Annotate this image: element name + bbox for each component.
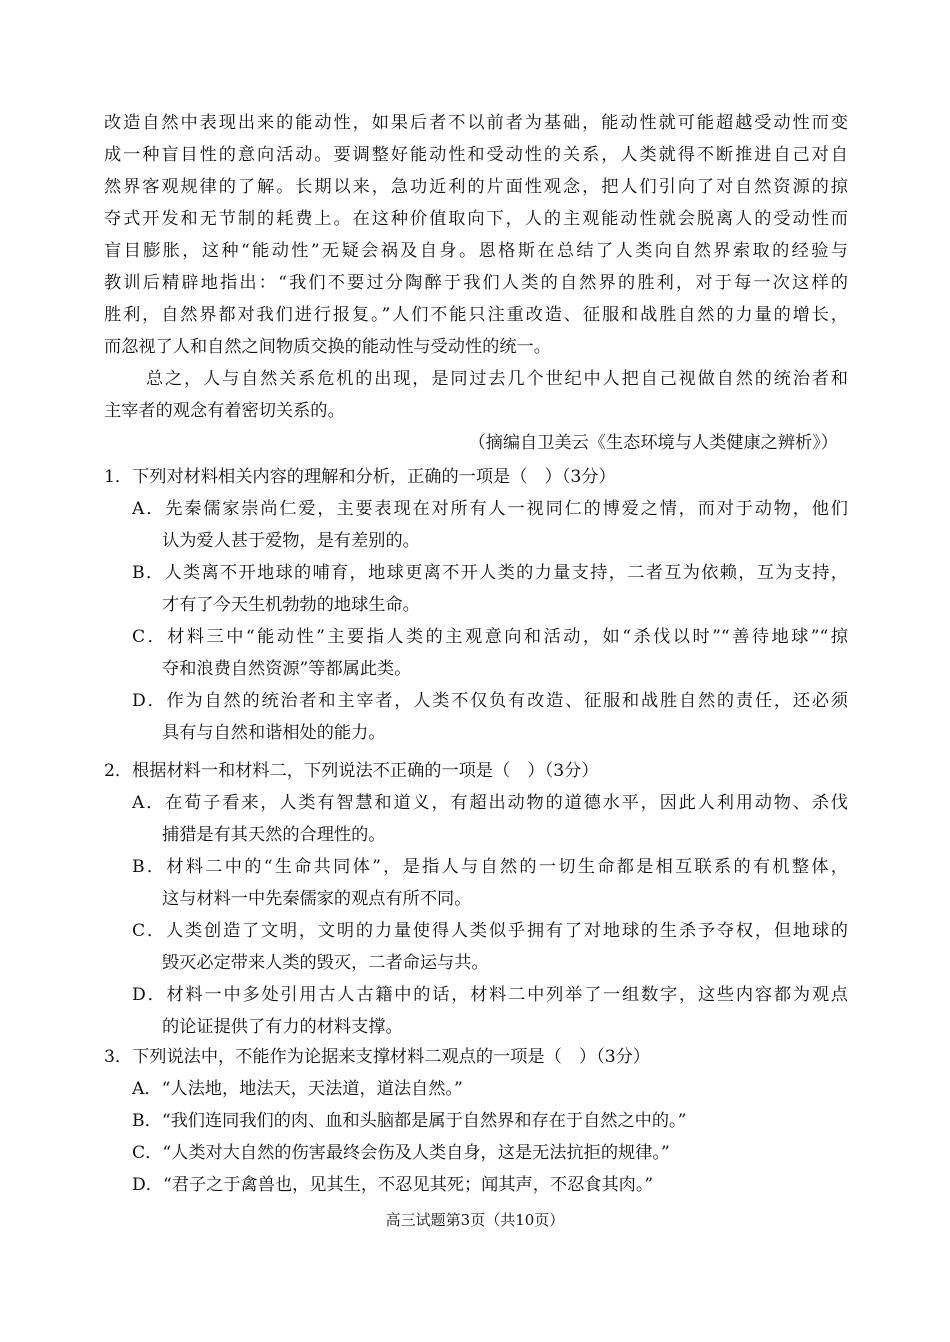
question-1-option-a: A．先秦儒家崇尚仁爱，主要表现在对所有人一视同仁的博爱之情，而对于动物，他们	[132, 499, 848, 519]
question-2-option-c-cont: 毁灭必定带来人类的毁灭，二者命运与共。	[162, 953, 489, 973]
question-1-option-c: C．材料三中“能动性”主要指人类的主观意向和活动，如“杀伐以时”“善待地球”“掠	[132, 627, 848, 647]
passage-line: 胜利，自然界都对我们进行报复。”人们不能只注重改造、征服和战胜自然的力量的增长，	[104, 305, 848, 325]
question-3-option-c: C．“人类对大自然的伤害最终会伤及人类自身，这是无法抗拒的规律。”	[132, 1143, 670, 1163]
passage-source: （摘编自卫美云《生态环境与人类健康之辨析》）	[468, 433, 838, 453]
question-3-option-a: A．“人法地，地法天，天法道，道法自然。”	[132, 1079, 463, 1099]
question-2-option-b: B．材料二中的“生命共同体”，是指人与自然的一切生命都是相互联系的有机整体，	[132, 857, 848, 877]
passage-line: 改造自然中表现出来的能动性，如果后者不以前者为基础，能动性就可能超越受动性而变	[104, 113, 848, 133]
passage-line: 夺式开发和无节制的耗费上。在这种价值取向下，人的主观能动性就会脱离人的受动性而	[104, 209, 848, 229]
question-2-option-d: D．材料一中多处引用古人古籍中的话，材料二中列举了一组数字，这些内容都为观点	[132, 985, 848, 1005]
passage-line: 而忽视了人和自然之间物质交换的能动性与受动性的统一。	[104, 337, 551, 357]
passage-line: 盲目膨胀，这种“能动性”无疑会祸及自身。恩格斯在总结了人类向自然界索取的经验与	[104, 241, 848, 261]
summary-line: 主宰者的观念有着密切关系的。	[104, 401, 345, 421]
question-2-stem: 2．根据材料一和材料二，下列说法不正确的一项是（ ）（3分）	[104, 761, 599, 781]
question-1-option-d: D．作为自然的统治者和主宰者，人类不仅负有改造、征服和战胜自然的责任，还必须	[132, 691, 848, 711]
question-1-stem: 1．下列对材料相关内容的理解和分析，正确的一项是（ ）（3分）	[104, 467, 616, 487]
page-footer: 高三试题第3页（共10页）	[385, 1211, 565, 1229]
question-2-option-c: C．人类创造了文明，文明的力量使得人类似乎拥有了对地球的生杀予夺权，但地球的	[132, 921, 848, 941]
summary-line: 总之，人与自然关系危机的出现，是同过去几个世纪中人把自己视做自然的统治者和	[146, 369, 848, 389]
question-3-stem: 3．下列说法中，不能作为论据来支撑材料二观点的一项是（ ）（3分）	[104, 1047, 651, 1067]
question-1-option-c-cont: 夺和浪费自然资源”等都属此类。	[162, 659, 412, 679]
question-2-option-a-cont: 捕猎是有其天然的合理性的。	[162, 825, 386, 845]
question-1-option-b-cont: 才有了今天生机勃勃的地球生命。	[162, 595, 420, 615]
question-2-option-d-cont: 的论证提供了有力的材料支撑。	[162, 1017, 403, 1037]
passage-line: 然界客观规律的了解。长期以来，急功近利的片面性观念，把人们引向了对自然资源的掠	[104, 177, 848, 197]
question-1-option-d-cont: 具有与自然和谐相处的能力。	[162, 723, 386, 743]
question-1-option-b: B．人类离不开地球的哺育，地球更离不开人类的力量支持，二者互为依赖，互为支持，	[132, 563, 848, 583]
passage-line: 成一种盲目性的意向活动。要调整好能动性和受动性的关系，人类就得不断推进自己对自	[104, 145, 848, 165]
question-3-option-b: B．“我们连同我们的肉、血和头脑都是属于自然界和存在于自然之中的。”	[132, 1111, 687, 1131]
question-1-option-a-cont: 认为爱人甚于爱物，是有差别的。	[162, 531, 420, 551]
question-2-option-a: A．在荀子看来，人类有智慧和道义，有超出动物的道德水平，因此人利用动物、杀伐	[132, 793, 848, 813]
question-2-option-b-cont: 这与材料一中先秦儒家的观点有所不同。	[162, 889, 472, 909]
passage-line: 教训后精辟地指出：“我们不要过分陶醉于我们人类的自然界的胜利，对于每一次这样的	[104, 273, 848, 293]
question-3-option-d: D．“君子之于禽兽也，见其生，不忍见其死；闻其声，不忍食其肉。”	[132, 1175, 654, 1195]
